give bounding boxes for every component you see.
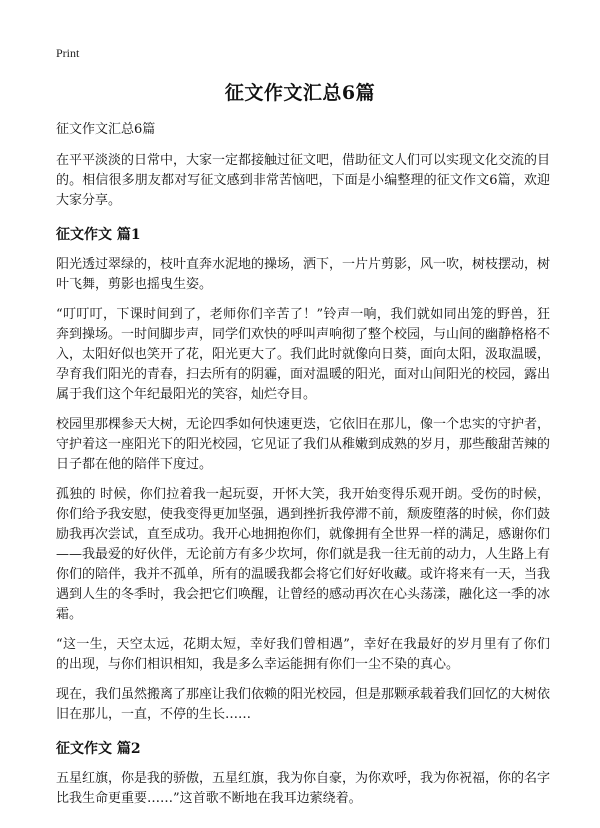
paragraph: 现在，我们虽然搬离了那座让我们依赖的阳光校园，但是那颗承载着我们回忆的大树依旧在那儿，一直，不停的生长……: [56, 687, 551, 722]
page-title: 征文作文汇总6篇: [224, 82, 376, 104]
paragraph: 校园里那棵参天大树，无论四季如何快速更迭，它依旧在那儿，像一个忠实的守护者，守护着这一座阳光下的阳光校园，它见证了我们从稚嫩到成熟的岁月，那些酸甜苦辣的日子都在他的陪伴下度过。: [56, 417, 551, 472]
article-subtitle: 征文作文汇总6篇: [56, 122, 156, 137]
print-link[interactable]: Print: [56, 46, 80, 60]
paragraph: “这一生，天空太远，花期太短，幸好我们曾相遇”，幸好在我最好的岁月里有了你们的出现，与你们相识相知，我是多么幸运能拥有你们一尘不染的真心。: [56, 637, 550, 672]
paragraph: 孤独的 时候，你们拉着我一起玩耍，开怀大笑，我开始变得乐观开朗。受伤的时候，你们给予我安慰，使我变得更加坚强，遇到挫折我停滞不前，颓废堕落的时候，你们鼓励我再次尝试，直至成功。我开心地拥抱你们，就像拥有全世界一样的满足，感谢你们——我最爱的好伙伴，无论前方有多少坎坷，你们就是我一往无前的动力，人生路上有你们的陪伴，我并不孤单，所有的温暖我都会将它们好好收藏。或许将来有一天，当我遇到人生的冬季时，我会把它们唤醒，让曾经的感动再次在心头荡漾，融化这一季的冰霜。: [56, 487, 551, 622]
paragraph: 五星红旗，你是我的骄傲，五星红旗，我为你自豪，为你欢呼，我为你祝福，你的名字比我生命更重要……”这首歌不断地在我耳边萦绕着。: [56, 771, 551, 806]
section-heading-2: 征文作文 篇2: [56, 741, 141, 757]
paragraph: “叮叮叮，下课时间到了，老师你们辛苦了！”铃声一响，我们就如同出笼的野兽，狂奔到操场。一时间脚步声，同学们欢快的呼叫声响彻了整个校园，与山间的幽静格格不入，太阳好似也笑开了花，阳光更大了。我们此时就像向日葵，面向太阳，汲取温暖，孕育我们阳光的青春，扫去所有的阴霾，面对温暖的阳光，面对山间阳光的校园，露出属于我们这个年纪最阳光的笑容，灿烂夺目。: [56, 307, 551, 402]
section-heading-1: 征文作文 篇1: [56, 227, 141, 243]
article-body: [56, 121, 550, 819]
intro-paragraph: 在平平淡淡的日常中，大家一定都接触过征文吧，借助征文人们可以实现文化交流的目的。相信很多朋友都对写征文感到非常苦恼吧，下面是小编整理的征文作文6篇，欢迎大家分享。: [56, 153, 551, 208]
paragraph: 阳光透过翠绿的，枝叶直奔水泥地的操场，洒下，一片片剪影，风一吹，树枝摆动，树叶飞舞，剪影也摇曳生姿。: [56, 257, 551, 292]
